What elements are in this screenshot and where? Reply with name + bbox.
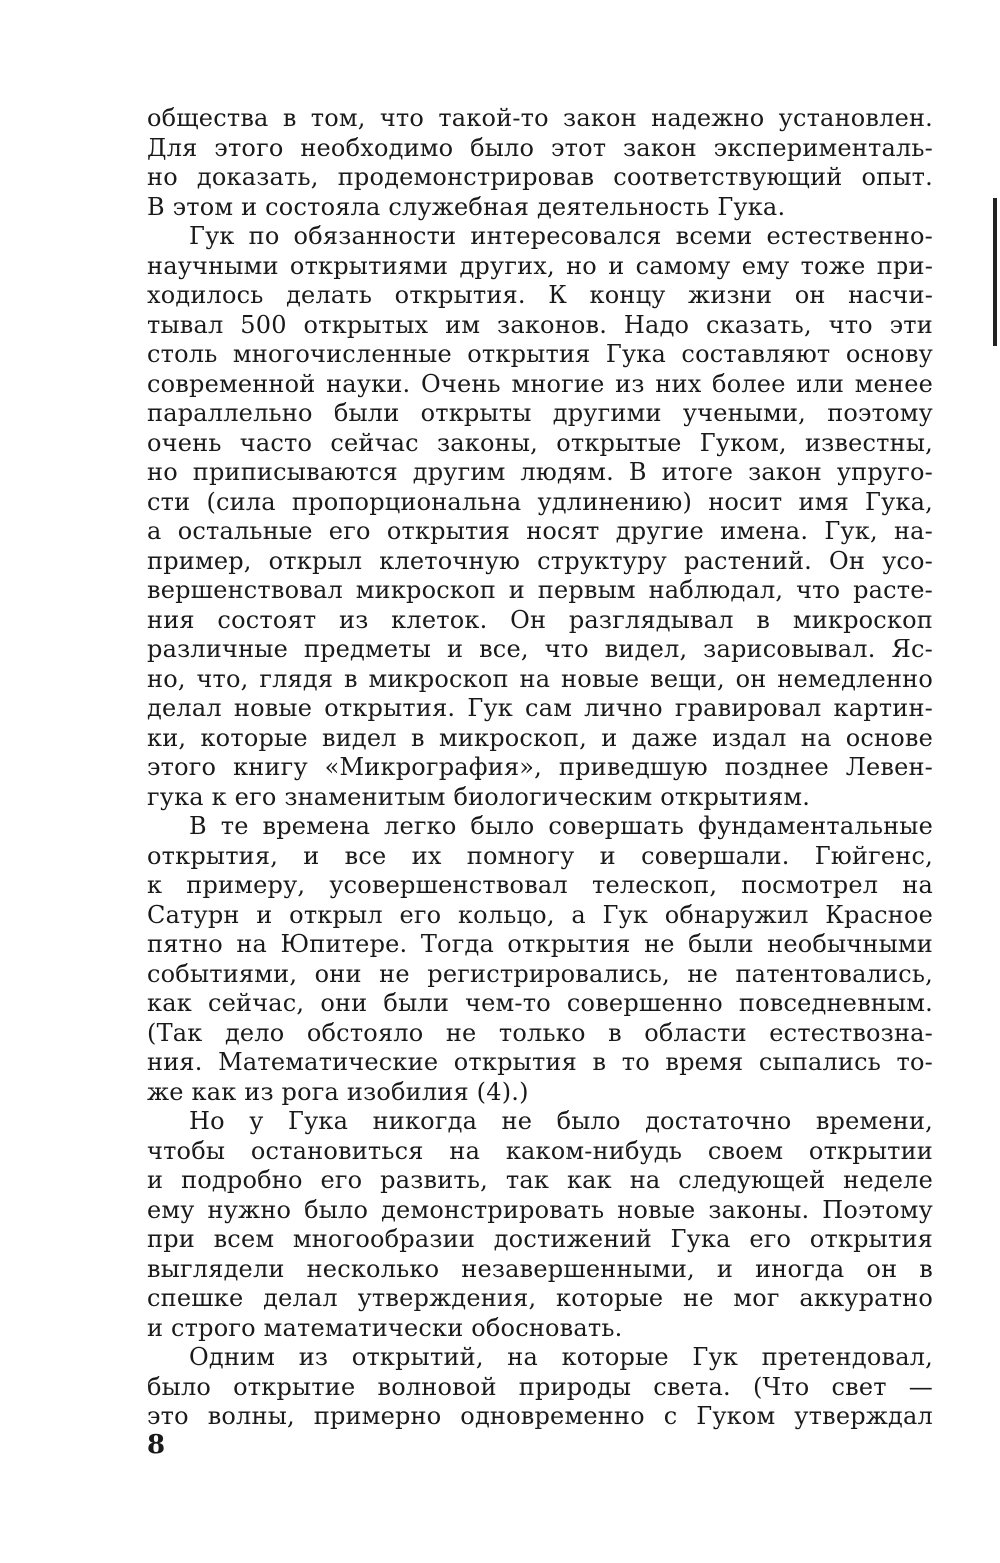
text-line: пятно на Юпитере. Тогда открытия не были необычными xyxy=(147,930,933,958)
text-line: ки, которые видел в микроскоп, и даже издал на основе xyxy=(147,723,933,752)
text-line: при всем многообразии достижений Гука его открытия xyxy=(147,1225,933,1253)
text-line: Сатурн и открыл его кольцо, а Гук обнаружил Красное xyxy=(147,900,933,929)
text-line: вершенствовал микроскоп и первым наблюдал, что расте- xyxy=(147,576,933,604)
text-line: спешке делал утверждения, которые не мог аккуратно xyxy=(147,1284,933,1312)
text-line: это волны, примерно одновременно с Гуком утверждал xyxy=(147,1402,933,1430)
text-line: Одним из открытий, на которые Гук претендовал, xyxy=(189,1343,933,1371)
text-line: очень часто сейчас законы, открытые Гуком, известны, xyxy=(147,428,933,457)
text-line: и подробно его развить, так как на следующей неделе xyxy=(147,1166,933,1194)
text-line: тывал 500 открытых им законов. Надо сказать, что эти xyxy=(147,310,933,339)
text-line: ему нужно было демонстрировать новые законы. Поэтому xyxy=(147,1195,933,1224)
text-line: пример, открыл клеточную структуру растений. Он усо- xyxy=(147,546,933,575)
text-line: ходилось делать открытия. К концу жизни он насчи- xyxy=(147,281,933,309)
text-line: Для этого необходимо было этот закон эксперименталь- xyxy=(147,133,933,162)
text-line: общества в том, что такой-то закон надежно установлен. xyxy=(147,104,933,132)
text-line: но доказать, продемонстрировав соответствующий опыт. xyxy=(147,163,933,191)
text-line: гука к его знаменитым биологическим открытиям. xyxy=(147,782,811,811)
text-line: Гук по обязанности интересовался всеми естественно- xyxy=(189,222,933,250)
text-line: этого книгу «Микрография», приведшую позднее Левен- xyxy=(147,753,933,781)
text-line: научными открытиями других, но и самому ему тоже при- xyxy=(147,251,933,280)
text-line: чтобы остановиться на каком-нибудь своем открытии xyxy=(147,1136,933,1165)
text-line: а остальные его открытия носят другие имена. Гук, на- xyxy=(147,517,933,545)
text-line: ния состоят из клеток. Он разглядывал в микроскоп xyxy=(147,605,933,634)
text-line: сти (сила пропорциональна удлинению) носит имя Гука, xyxy=(147,487,933,516)
text-line: делал новые открытия. Гук сам лично гравировал картин- xyxy=(147,694,933,722)
page-number: 8 xyxy=(147,1430,166,1460)
text-line: В этом и состояла служебная деятельность Гука. xyxy=(147,192,786,221)
text-line: ния. Математические открытия в то время сыпались то- xyxy=(147,1048,933,1076)
text-line: но приписываются другим людям. В итоге закон упруго- xyxy=(147,458,933,486)
text-line: столь многочисленные открытия Гука составляют основу xyxy=(147,340,933,368)
text-line: (Так дело обстояло не только в области естествозна- xyxy=(147,1018,933,1047)
text-line: открытия, и все их помногу и совершали. Гюйгенс, xyxy=(147,841,933,870)
text-line: как сейчас, они были чем-то совершенно повседневным. xyxy=(147,989,933,1017)
text-line: и строго математически обосновать. xyxy=(147,1313,623,1342)
text-line: современной науки. Очень многие из них более или менее xyxy=(147,369,933,398)
text-line: событиями, они не регистрировались, не патентовались, xyxy=(147,959,933,988)
text-line: различные предметы и все, что видел, зарисовывал. Яс- xyxy=(147,635,933,663)
text-line: параллельно были открыты другими учеными, поэтому xyxy=(147,399,933,427)
text-line: же как из рога изобилия (4).) xyxy=(147,1077,529,1106)
text-line: было открытие волновой природы света. (Что свет — xyxy=(147,1372,933,1401)
text-line: Но у Гука никогда не было достаточно времени, xyxy=(189,1107,933,1135)
text-line: В те времена легко было совершать фундаментальные xyxy=(189,812,933,840)
scan-edge-mark xyxy=(993,198,997,346)
text-line: выглядели несколько незавершенными, и иногда он в xyxy=(147,1254,933,1283)
text-line: к примеру, усовершенствовал телескоп, посмотрел на xyxy=(147,871,933,899)
page-text xyxy=(147,104,933,1432)
text-line: но, что, глядя в микроскоп на новые вещи, он немедленно xyxy=(147,664,933,693)
